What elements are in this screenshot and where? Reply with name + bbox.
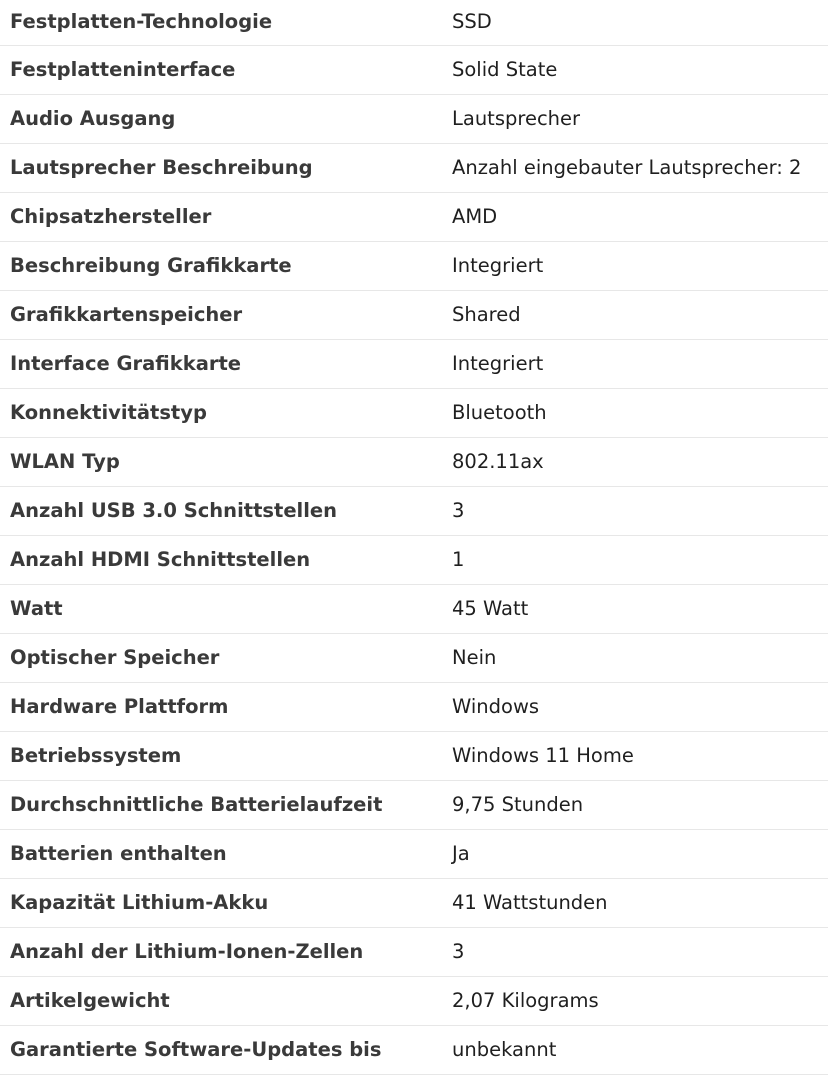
spec-row bbox=[0, 94, 828, 143]
spec-row bbox=[0, 388, 828, 437]
spec-value: 802.11ax bbox=[442, 437, 828, 486]
spec-row bbox=[0, 878, 828, 927]
spec-row bbox=[0, 584, 828, 633]
spec-value: 9,75 Stunden bbox=[442, 780, 828, 829]
spec-value: Windows 11 Home bbox=[442, 731, 828, 780]
spec-value: 41 Wattstunden bbox=[442, 878, 828, 927]
spec-value: 2,07 Kilograms bbox=[442, 976, 828, 1025]
spec-row bbox=[0, 45, 828, 94]
spec-label: Optischer Speicher bbox=[0, 633, 442, 682]
spec-value: 1 bbox=[442, 535, 828, 584]
spec-label: Konnektivitätstyp bbox=[0, 388, 442, 437]
spec-value: AMD bbox=[442, 192, 828, 241]
spec-value: Integriert bbox=[442, 241, 828, 290]
spec-row bbox=[0, 682, 828, 731]
spec-row bbox=[0, 486, 828, 535]
spec-row bbox=[0, 829, 828, 878]
spec-label: Artikelgewicht bbox=[0, 976, 442, 1025]
spec-row bbox=[0, 290, 828, 339]
spec-value: Anzahl eingebauter Lautsprecher: 2 bbox=[442, 143, 828, 192]
spec-label: Interface Grafikkarte bbox=[0, 339, 442, 388]
spec-label: Kapazität Lithium-Akku bbox=[0, 878, 442, 927]
spec-row bbox=[0, 0, 828, 45]
spec-value: SSD bbox=[442, 0, 828, 45]
spec-label: Anzahl HDMI Schnittstellen bbox=[0, 535, 442, 584]
spec-label: Festplatteninterface bbox=[0, 45, 442, 94]
spec-value: 45 Watt bbox=[442, 584, 828, 633]
spec-row bbox=[0, 731, 828, 780]
spec-value: Nein bbox=[442, 633, 828, 682]
spec-value: Solid State bbox=[442, 45, 828, 94]
spec-row bbox=[0, 1025, 828, 1074]
spec-label: Chipsatzhersteller bbox=[0, 192, 442, 241]
spec-label: Hardware Plattform bbox=[0, 682, 442, 731]
spec-row bbox=[0, 192, 828, 241]
spec-label: Festplatten-Technologie bbox=[0, 0, 442, 45]
spec-label: Lautsprecher Beschreibung bbox=[0, 143, 442, 192]
spec-row bbox=[0, 780, 828, 829]
spec-row bbox=[0, 339, 828, 388]
spec-row bbox=[0, 927, 828, 976]
spec-row bbox=[0, 143, 828, 192]
spec-value: 3 bbox=[442, 486, 828, 535]
spec-value: Lautsprecher bbox=[442, 94, 828, 143]
spec-value: Ja bbox=[442, 829, 828, 878]
spec-label: Watt bbox=[0, 584, 442, 633]
spec-value: Windows bbox=[442, 682, 828, 731]
spec-value: 3 bbox=[442, 927, 828, 976]
spec-value: Shared bbox=[442, 290, 828, 339]
spec-label: Anzahl der Lithium-Ionen-Zellen bbox=[0, 927, 442, 976]
spec-label: Audio Ausgang bbox=[0, 94, 442, 143]
spec-label: Durchschnittliche Batterielaufzeit bbox=[0, 780, 442, 829]
spec-row bbox=[0, 437, 828, 486]
spec-value: Integriert bbox=[442, 339, 828, 388]
spec-label: Grafikkartenspeicher bbox=[0, 290, 442, 339]
spec-row bbox=[0, 633, 828, 682]
spec-label: WLAN Typ bbox=[0, 437, 442, 486]
spec-value: unbekannt bbox=[442, 1025, 828, 1074]
spec-label: Batterien enthalten bbox=[0, 829, 442, 878]
spec-row bbox=[0, 535, 828, 584]
spec-row bbox=[0, 241, 828, 290]
spec-label: Anzahl USB 3.0 Schnittstellen bbox=[0, 486, 442, 535]
spec-label: Beschreibung Grafikkarte bbox=[0, 241, 442, 290]
spec-label: Betriebssystem bbox=[0, 731, 442, 780]
spec-value: Bluetooth bbox=[442, 388, 828, 437]
spec-label: Garantierte Software-Updates bis bbox=[0, 1025, 442, 1074]
spec-row bbox=[0, 976, 828, 1025]
